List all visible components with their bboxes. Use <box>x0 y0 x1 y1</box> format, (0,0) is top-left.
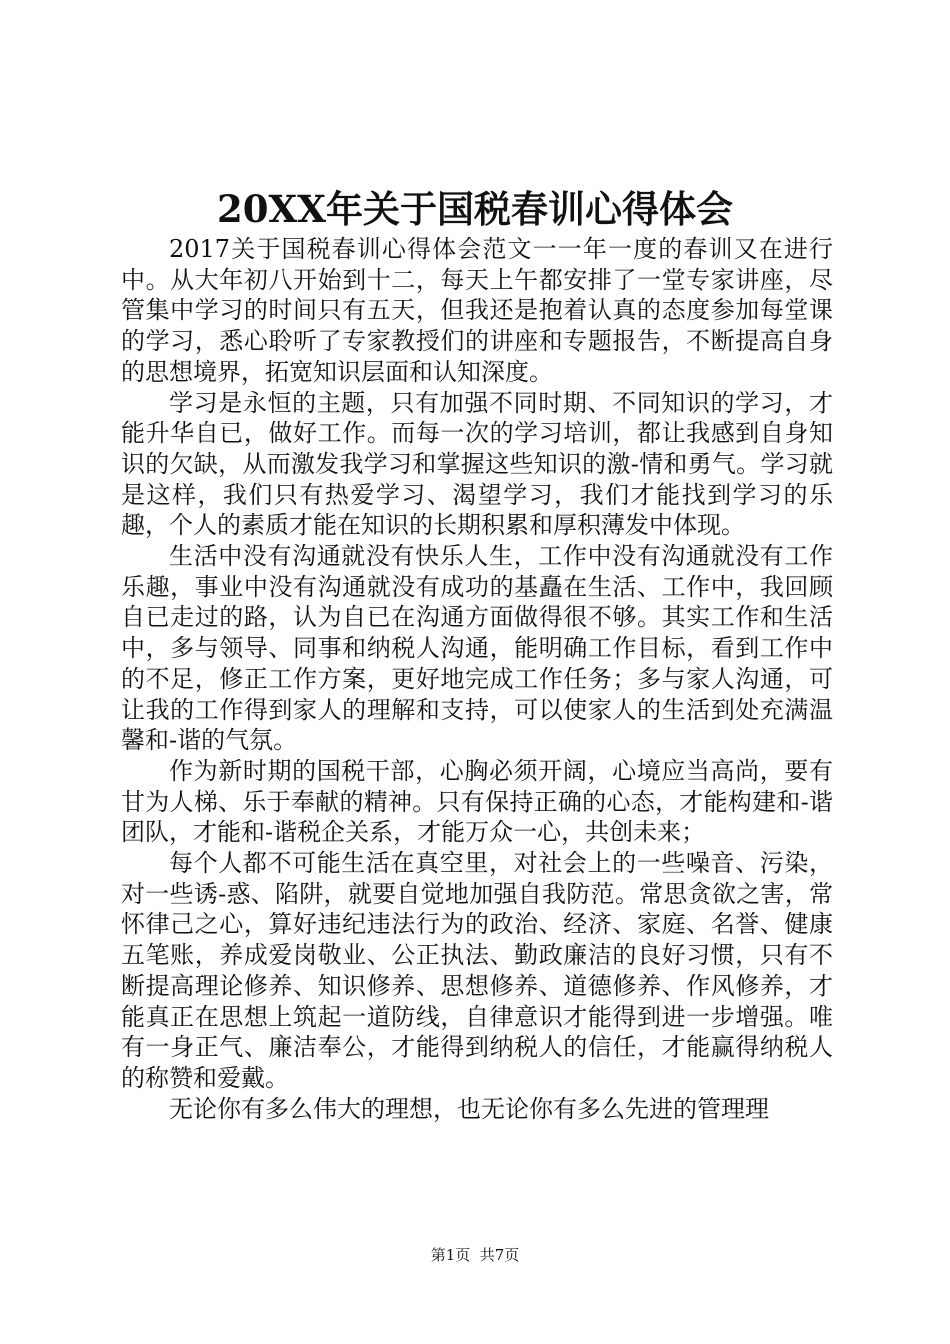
paragraph-4: 作为新时期的国税干部，心胸必须开阔，心境应当高尚，要有甘为人梯、乐于奉献的精神。只有保持正确的心态，才能构建和-谐团队，才能和-谐税企关系，才能万众一心，共创未来； <box>121 756 833 847</box>
page-number: 第1页 共7页 <box>430 1246 520 1264</box>
document-body <box>121 234 833 1124</box>
page-footer <box>0 1245 950 1265</box>
paragraph-5: 每个人都不可能生活在真空里，对社会上的一些噪音、污染，对一些诱-惑、陷阱，就要自觉地加强自我防范。常思贪欲之害，常怀律己之心，算好违纪违法行为的政治、经济、家庭、名誉、健康五笔账，养成爱岗敬业、公正执法、勤政廉洁的良好习惯，只有不断提高理论修养、知识修养、思想修养、道德修养、作风修养，才能真正在思想上筑起一道防线，自律意识才能得到进一步增强。唯有一身正气、廉洁奉公，才能得到纳税人的信任，才能赢得纳税人的称赞和爱戴。 <box>121 849 833 1092</box>
paragraph-1: 2017关于国税春训心得体会范文一一年一度的春训又在进行中。从大年初八开始到十二，每天上午都安排了一堂专家讲座，尽管集中学习的时间只有五天，但我还是抱着认真的态度参加每堂课的学习，悉心聆听了专家教授们的讲座和专题报告，不断提高自身的思想境界，拓宽知识层面和认知深度。 <box>121 235 833 386</box>
paragraph-3: 生活中没有沟通就没有快乐人生，工作中没有沟通就没有工作乐趣，事业中没有沟通就没有成功的基矗在生活、工作中，我回顾自已走过的路，认为自已在沟通方面做得很不够。其实工作和生活中，多与领导、同事和纳税人沟通，能明确工作目标，看到工作中的不足，修正工作方案，更好地完成工作任务；多与家人沟通，可让我的工作得到家人的理解和支持，可以使家人的生活到处充满温馨和-谐的气氛。 <box>121 542 833 755</box>
paragraph-6: 无论你有多么伟大的理想，也无论你有多么先进的管理理 <box>169 1094 769 1123</box>
paragraph-2: 学习是永恒的主题，只有加强不同时期、不同知识的学习，才能升华自已，做好工作。而每一次的学习培训，都让我感到自身知识的欠缺，从而激发我学习和掌握这些知识的激-情和勇气。学习就是这样，我们只有热爱学习、渴望学习，我们才能找到学习的乐趣，个人的素质才能在知识的长期积累和厚积薄发中体现。 <box>121 388 833 540</box>
document-title: 20XX年关于国税春训心得体会 <box>217 187 733 231</box>
